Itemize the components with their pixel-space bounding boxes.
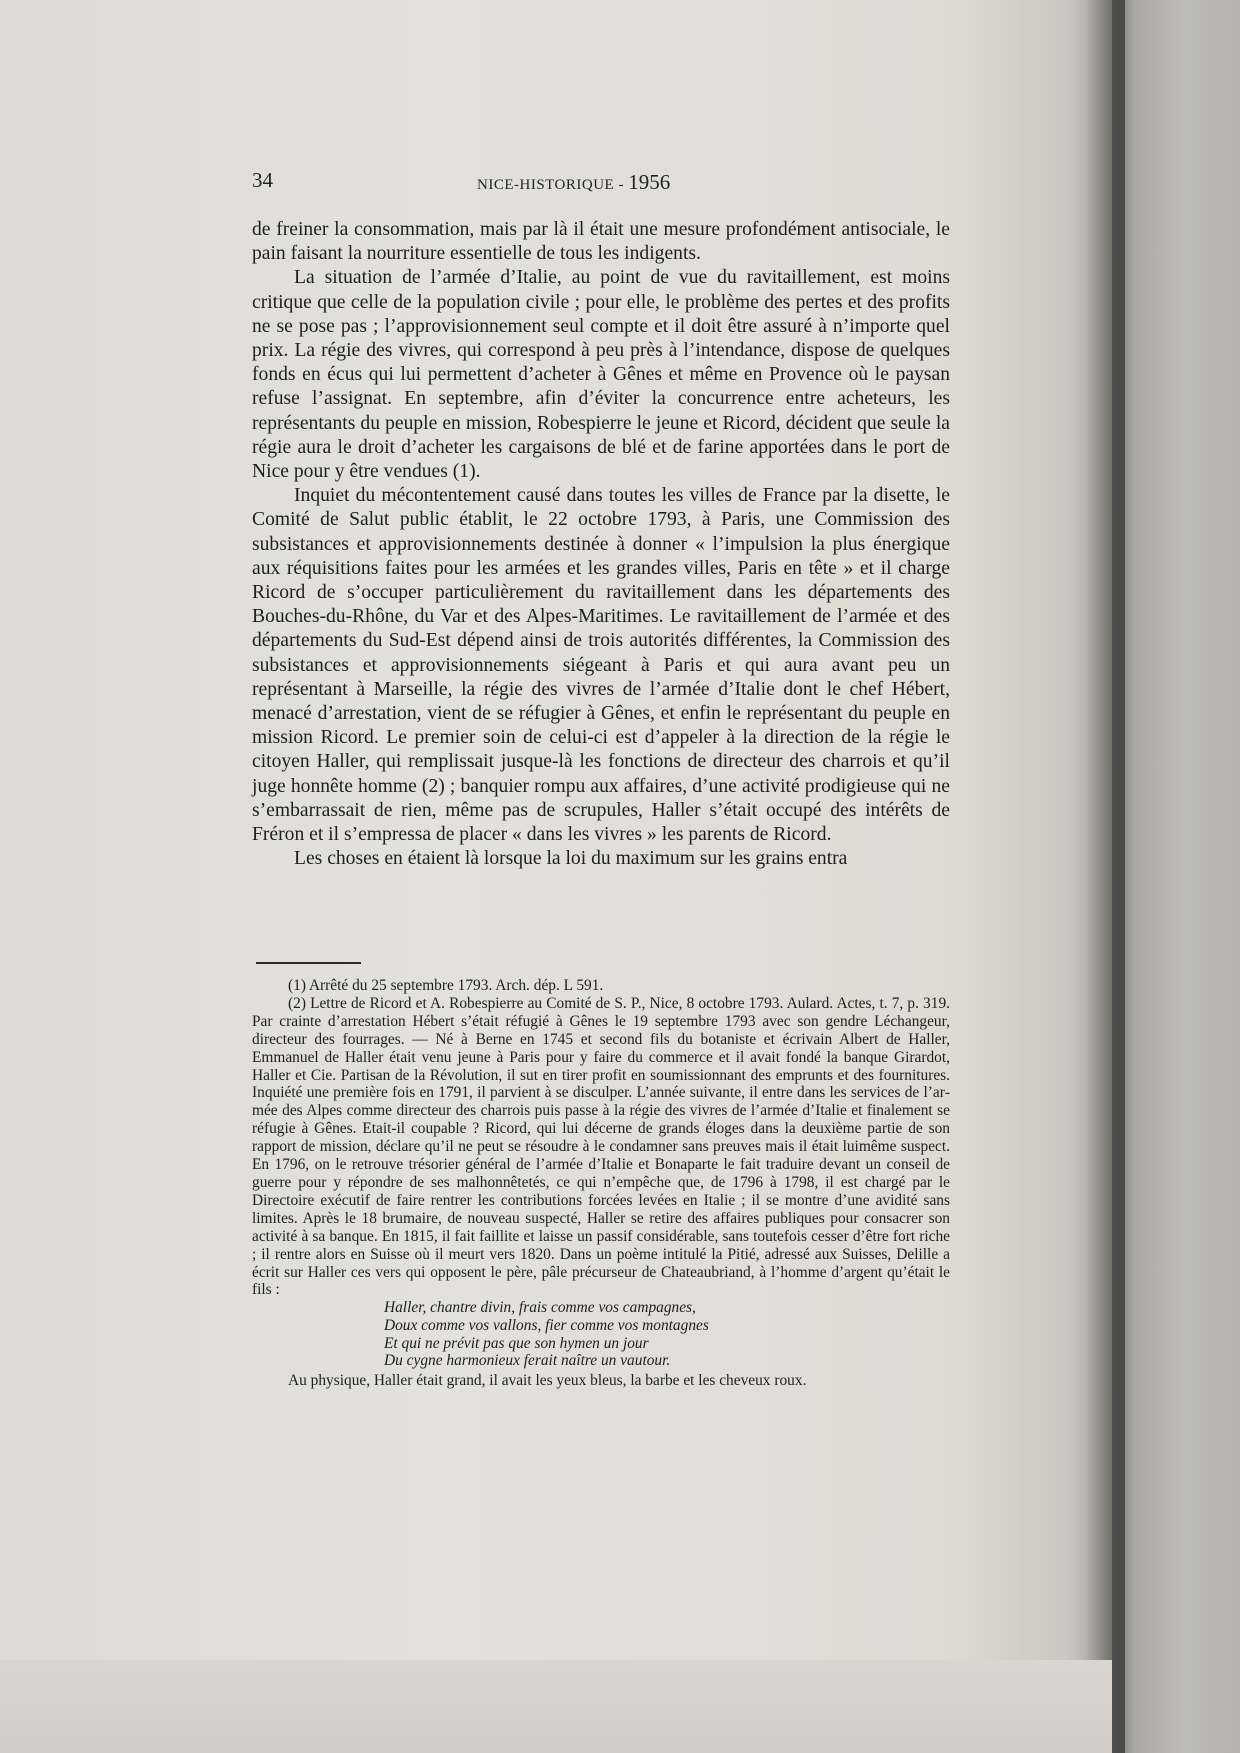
verse-line: Et qui ne prévit pas que son hymen un jour bbox=[384, 1334, 649, 1352]
footnote-1: (1) Arrêté du 25 septembre 1793. Arch. dép. L 591. bbox=[288, 977, 604, 994]
verse-quotation bbox=[384, 1299, 950, 1369]
footnotes bbox=[252, 977, 950, 1390]
verse-line: Haller, chantre divin, frais comme vos campagnes, bbox=[384, 1299, 696, 1317]
page-number: 34 bbox=[252, 168, 273, 192]
right-page-edge bbox=[1112, 0, 1240, 1753]
page-bottom-margin bbox=[0, 1660, 1112, 1753]
main-text bbox=[252, 218, 950, 871]
running-head bbox=[477, 170, 670, 195]
paragraph: La situation de l’armée d’Italie, au point de vue du ravitaillement, est moins critique que celle de la population civile ; pour elle, le problème des pertes et des profits ne se pose pas ; l’approvisionnement seul compte et il doit être assuré à n’importe quel prix. La régie des vivres, qui correspond à peu près à l’intendance, dispose de quelques fonds en écus qui lui permettent d’acheter à Gênes et même en Provence où le paysan refuse l’assignat. En septembre, afin d’éviter la concurrence entre acheteurs, les représentants du peuple en mission, Robespierre le jeune et Ricord, décident que seule la régie aura le droit d’acheter les cargaisons de blé et de farine apportées dans le port de Nice pour y être vendues (1). bbox=[252, 267, 950, 483]
gutter-shadow bbox=[1085, 0, 1125, 1753]
footnote-closing: Au physique, Haller était grand, il avait les yeux bleus, la barbe et les cheveux roux. bbox=[288, 1371, 807, 1389]
verse-line: Doux comme vos vallons, fier comme vos montagnes bbox=[384, 1316, 709, 1334]
verse-line: Du cygne harmonieux ferait naître un vautour. bbox=[384, 1352, 671, 1370]
page-header bbox=[252, 168, 952, 198]
paragraph: Les choses en étaient là lorsque la loi du maximum sur les grains entra bbox=[294, 848, 848, 870]
journal-year: 1956 bbox=[628, 170, 671, 194]
journal-title: NICE-HISTORIQUE - bbox=[477, 177, 629, 193]
paragraph: de freiner la consommation, mais par là il était une mesure profondément antisociale, le pain faisant la nourriture essentielle de tous les indigents. bbox=[252, 219, 950, 265]
footnote-2: (2) Lettre de Ricord et A. Robespierre au Comité de S. P., Nice, 8 octobre 1793. Aulard. Actes, t. 7, p. 319. Par crainte d’arrestation Hébert s’était réfugié à Gênes le 19 septembre 1793 avec son gendre Léchangeur, directeur des fourrages. — Né à Berne en 1745 et second fils du botaniste et écrivain Albert de Haller, Emmanuel de Haller était venu jeune à Paris pour y faire du commerce et il avait fondé la banque Girardot, Haller et Cie. Partisan de la Révolution, il sut en tirer profit en soumissionnant des emprunts et des fournitures. Inquiété une première fois en 1791, il parvient à se disculper. L’année suivante, il entre dans les services de l’armée des Alpes comme directeur des charrois puis passe à la régie des vivres de l’armée d’Italie et finalement se réfugie à Gênes. Etait-il coupable ? Ricord, qui lui décerne de grands éloges dans la deuxième partie de son rapport de mission, déclare qu’il ne peut se résoudre à le condamner sans preuves mais il était luimême suspect. En 1796, on le retrouve trésorier général de l’armée d’Italie et Bonaparte le fait traduire devant un conseil de guerre pour y répondre de ses malhonnêtetés, ce qui n’empêche que, de 1796 à 1798, il est chargé par le Directoire exécutif de faire rentrer les contributions forcées levées en Italie ; il se montre d’une avidité sans limites. Après le 18 brumaire, de nouveau suspecté, Haller se retire des affaires publiques pour consacrer son activité à sa banque. En 1815, il fait faillite et laisse un passif considérable, sans toutefois cesser d’être fort riche ; il rentre alors en Suisse où il meurt vers 1820. Dans un poème intitulé la Pitié, adressé aux Suisses, Delille a écrit sur Haller ces vers qui opposent le père, pâle précurseur de Chateaubriand, à l’homme d’argent qu’était le fils : bbox=[252, 994, 950, 1299]
footnote-separator bbox=[256, 962, 361, 964]
paragraph: Inquiet du mécontentement causé dans toutes les villes de France par la disette, le Comité de Salut public établit, le 22 octobre 1793, à Paris, une Commission des subsistances et approvisionnements destinée à donner « l’impulsion la plus énergique aux réquisitions faites pour les armées et les grandes villes, Paris en tête » et il charge Ricord de s’occuper particulièrement du ravitaillement dans les départements des Bouches-du-Rhône, du Var et des Alpes-Maritimes. Le ravitaillement de l’armée et des départements du Sud-Est dépend ainsi de trois autorités différentes, la Commission des subsistances et approvisionnements siégeant à Paris et qui aura avant peu un représentant à Marseille, la régie des vivres de l’armée d’Italie dont le chef Hébert, menacé d’arrestation, vient de se réfugier à Gênes, et enfin le représentant du peuple en mission Ricord. Le premier soin de celui-ci est d’appeler à la direction de la régie le citoyen Haller, qui remplissait jusque-là les fonctions de directeur des charrois et qu’il juge honnête homme (2) ; banquier rompu aux affaires, d’une activité prodigieuse qui ne s’embarrassait de rien, même pas de scrupules, Haller s’était occupé des intérêts de Fréron et il s’empressa de placer « dans les vivres » les parents de Ricord. bbox=[252, 485, 950, 846]
